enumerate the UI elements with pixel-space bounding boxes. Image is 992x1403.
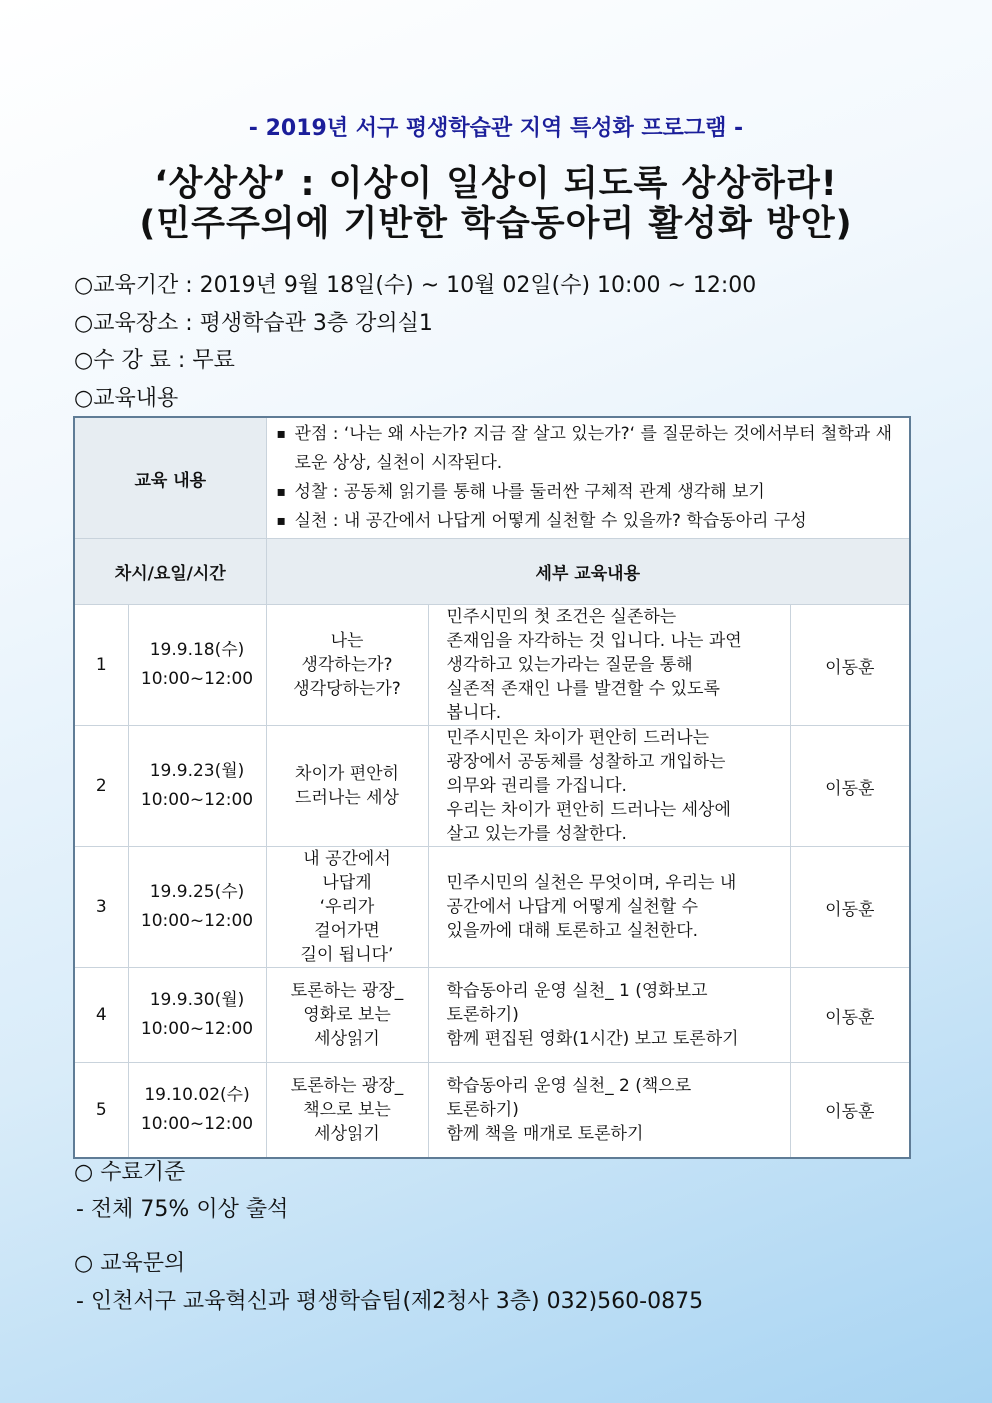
session-datetime: [128, 968, 266, 1063]
topic-line: 나는: [330, 631, 364, 651]
description-line: 실존적 존재인 나를 발견할 수 있도록: [446, 679, 720, 699]
inquiry-heading: ○ 교육문의: [74, 1251, 186, 1276]
session-instructor: 이동훈: [790, 968, 910, 1063]
topic-line: 생각하는가?: [301, 655, 393, 675]
session-time: 10:00~12:00: [140, 669, 254, 689]
description-line: 민주시민은 차이가 편안히 드러나는: [446, 728, 710, 748]
description-line: 학습동아리 운영 실천_ 1 (영화보고: [446, 981, 708, 1001]
session-instructor: 이동훈: [790, 726, 910, 847]
description-line: 존재임을 자각하는 것 입니다. 나는 과연: [446, 631, 742, 651]
content-bullets: [266, 417, 910, 539]
topic-line: 영화로 보는: [303, 1005, 391, 1025]
description-line: 토론하기): [446, 1099, 519, 1120]
session-description: [428, 847, 790, 968]
bullet-item: ▪ 관점 : ‘나는 왜 사는가? 지금 잘 살고 있는가?‘ 를 질문하는 것에서부터 철학과 새로운 상상, 실천이 시작된다.: [277, 420, 902, 478]
program-subtitle: - 2019년 서구 평생학습관 지역 특성화 프로그램 -: [248, 116, 744, 141]
session-time: 10:00~12:00: [140, 790, 254, 810]
session-datetime: [128, 1063, 266, 1158]
completion-criteria-heading: ○ 수료기준: [74, 1160, 186, 1185]
topic-line: 생각당하는가?: [293, 679, 401, 699]
detail-column-header: 세부 교육내용: [266, 539, 910, 605]
session-number: 2: [74, 726, 128, 847]
topic-line: 차이가 편안히: [295, 764, 399, 784]
session-description: [428, 1063, 790, 1158]
education-place: ○교육장소 : 평생학습관 3층 강의실1: [74, 311, 433, 336]
topic-line: 내 공간에서: [303, 849, 391, 869]
description-line: 토론하기): [446, 1005, 519, 1025]
session-topic: [266, 847, 428, 968]
session-number: 3: [74, 847, 128, 968]
content-label: 교육 내용: [74, 417, 266, 539]
schedule-table: [73, 416, 911, 1159]
session-topic: [266, 605, 428, 726]
education-content-heading: ○교육내용: [74, 386, 179, 411]
topic-line: 드러나는 세상: [295, 788, 399, 808]
bullet-item: ▪ 실천 : 내 공간에서 나답게 어떻게 실천할 수 있을까? 학습동아리 구성: [277, 507, 902, 536]
session-time: 10:00~12:00: [140, 1113, 254, 1134]
session-time: 10:00~12:00: [140, 1019, 254, 1039]
topic-line: 세상읽기: [314, 1123, 380, 1144]
session-topic: [266, 968, 428, 1063]
session-date: 19.9.30(월): [149, 990, 245, 1010]
session-description: [428, 726, 790, 847]
description-line: 우리는 차이가 편안히 드러나는 세상에: [446, 800, 731, 820]
table-row: [74, 847, 910, 968]
description-line: 의무와 권리를 가집니다.: [446, 776, 627, 796]
description-line: 있을까에 대해 토론하고 실천한다.: [446, 921, 699, 941]
session-date: 19.10.02(수): [144, 1084, 250, 1105]
topic-line: 토론하는 광장_: [290, 981, 404, 1001]
table-header-row: [74, 539, 910, 605]
topic-line: 토론하는 광장_: [290, 1075, 404, 1096]
session-topic: [266, 726, 428, 847]
session-number: 1: [74, 605, 128, 726]
description-line: 민주시민의 첫 조건은 실존하는: [446, 607, 677, 627]
topic-line: 길이 됩니다’: [300, 945, 394, 965]
topic-line: 책으로 보는: [303, 1099, 391, 1120]
session-date: 19.9.18(수): [149, 640, 245, 660]
session-column-header: 차시/요일/시간: [74, 539, 266, 605]
page-title-line2: (민주주의에 기반한 학습동아리 활성화 방안): [139, 204, 853, 244]
session-datetime: [128, 605, 266, 726]
description-line: 민주시민의 실천은 무엇이며, 우리는 내: [446, 873, 737, 893]
topic-line: 세상읽기: [314, 1029, 380, 1049]
education-period: ○교육기간 : 2019년 9월 18일(수) ~ 10월 02일(수) 10:00 ~ 12:00: [74, 273, 757, 298]
tuition-fee: ○수 강 료 : 무료: [74, 348, 235, 373]
session-number: 5: [74, 1063, 128, 1158]
topic-line: 걸어가면: [314, 921, 380, 941]
page-title-line1: ‘상상상’ : 이상이 일상이 되도록 상상하라!: [154, 164, 838, 204]
session-time: 10:00~12:00: [140, 911, 254, 931]
session-instructor: 이동훈: [790, 1063, 910, 1158]
session-description: [428, 605, 790, 726]
session-instructor: 이동훈: [790, 605, 910, 726]
description-line: 살고 있는가를 성찰한다.: [446, 824, 627, 844]
table-row: [74, 968, 910, 1063]
topic-line: 나답게: [322, 873, 372, 893]
description-line: 학습동아리 운영 실천_ 2 (책으로: [446, 1075, 692, 1096]
session-description: [428, 968, 790, 1063]
session-date: 19.9.23(월): [149, 761, 245, 781]
session-topic: [266, 1063, 428, 1158]
description-line: 공간에서 나답게 어떻게 실천할 수: [446, 897, 699, 917]
session-instructor: 이동훈: [790, 847, 910, 968]
session-datetime: [128, 726, 266, 847]
completion-criteria-text: - 전체 75% 이상 출석: [76, 1197, 289, 1222]
session-date: 19.9.25(수): [149, 882, 245, 902]
topic-line: ‘우리가: [319, 897, 375, 917]
session-number: 4: [74, 968, 128, 1063]
table-row: [74, 605, 910, 726]
description-line: 함께 편집된 영화(1시간) 보고 토론하기: [446, 1029, 739, 1049]
session-datetime: [128, 847, 266, 968]
description-line: 함께 책을 매개로 토론하기: [446, 1123, 644, 1144]
description-line: 봅니다.: [446, 703, 502, 723]
table-row: [74, 1063, 910, 1158]
description-line: 광장에서 공동체를 성찰하고 개입하는: [446, 752, 726, 772]
description-line: 생각하고 있는가라는 질문을 통해: [446, 655, 693, 675]
content-summary-row: [74, 417, 910, 539]
bullet-item: ▪ 성찰 : 공동체 읽기를 통해 나를 둘러싼 구체적 관계 생각해 보기: [277, 478, 902, 507]
table-row: [74, 726, 910, 847]
inquiry-contact: - 인천서구 교육혁신과 평생학습팀(제2청사 3층) 032)560-0875: [76, 1289, 704, 1314]
